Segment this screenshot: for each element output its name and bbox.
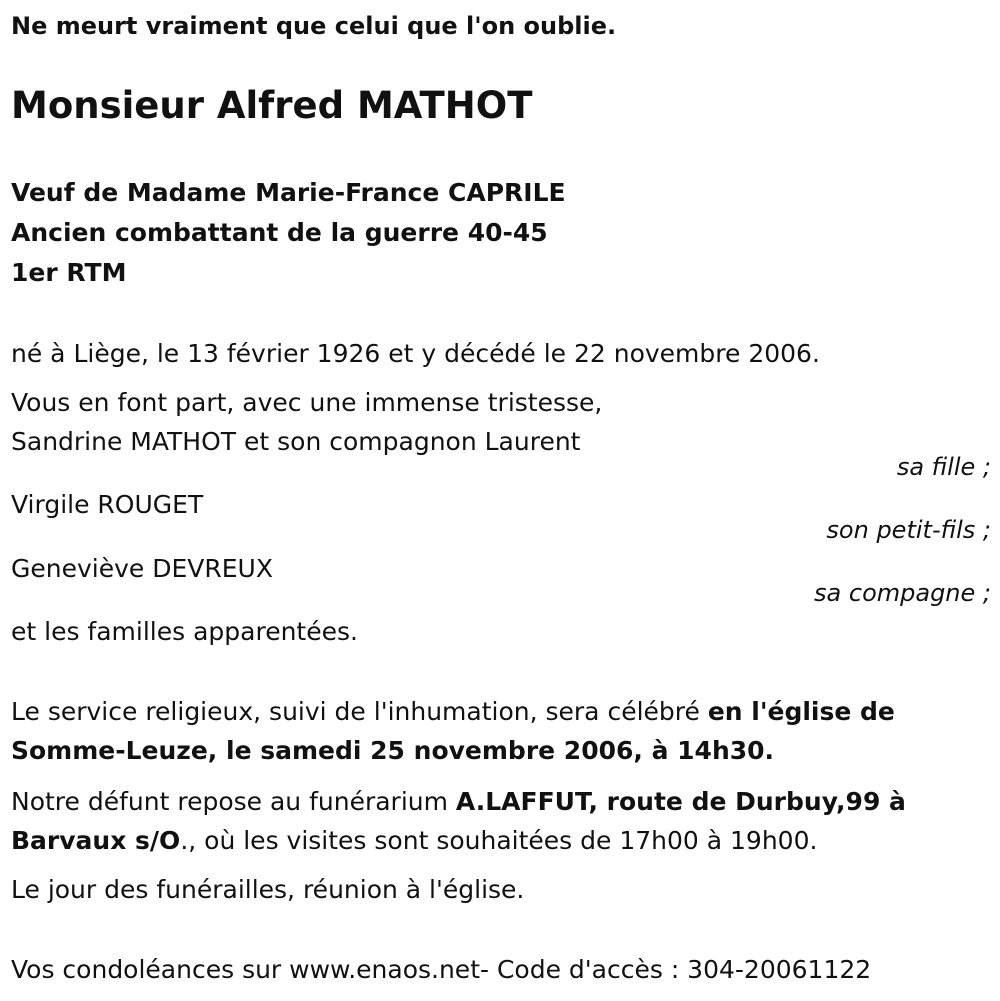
deceased-name: Monsieur Alfred MATHOT xyxy=(11,84,533,127)
families-line: et les familles apparentées. xyxy=(11,617,358,646)
funerarium-address: A.LAFFUT, route de Durbuy,99 à xyxy=(455,787,906,816)
family-member-relation: sa fille ; xyxy=(896,453,991,481)
family-member-relation: son petit-fils ; xyxy=(826,516,991,544)
title-widower: Veuf de Madame Marie-France CAPRILE xyxy=(11,178,566,207)
family-member-name: Sandrine MATHOT et son compagnon Laurent xyxy=(11,427,581,456)
service-date-line: Somme-Leuze, le samedi 25 novembre 2006, à 14h30. xyxy=(11,736,775,765)
funerarium-town: Barvaux s/O xyxy=(11,826,181,855)
family-member-name: Virgile ROUGET xyxy=(11,490,204,519)
condolences-line: Vos condoléances sur www.enaos.net- Code d'accès : 304-20061122 xyxy=(11,955,872,984)
funerarium-line-1 xyxy=(11,785,906,819)
service-line-1 xyxy=(11,695,895,729)
family-member-relation: sa compagne ; xyxy=(814,579,991,607)
visiting-hours: ., où les visites sont souhaitées de 17h00 à 19h00. xyxy=(180,826,818,855)
title-veteran: Ancien combattant de la guerre 40-45 xyxy=(11,218,548,247)
family-member-name: Geneviève DEVREUX xyxy=(11,554,273,583)
birth-death-line: né à Liège, le 13 février 1926 et y décédé le 22 novembre 2006. xyxy=(11,339,820,368)
title-regiment: 1er RTM xyxy=(11,258,127,287)
funerarium-line-2 xyxy=(11,824,817,858)
epigraph: Ne meurt vraiment que celui que l'on oublie. xyxy=(11,12,617,40)
funeral-day-line: Le jour des funérailles, réunion à l'église. xyxy=(11,875,525,904)
announcement-intro: Vous en font part, avec une immense tristesse, xyxy=(11,388,603,417)
funerarium-text: Notre défunt repose au funérarium xyxy=(11,787,456,816)
service-text: Le service religieux, suivi de l'inhumation, sera célébré xyxy=(11,697,708,726)
service-location: en l'église de xyxy=(707,697,895,726)
